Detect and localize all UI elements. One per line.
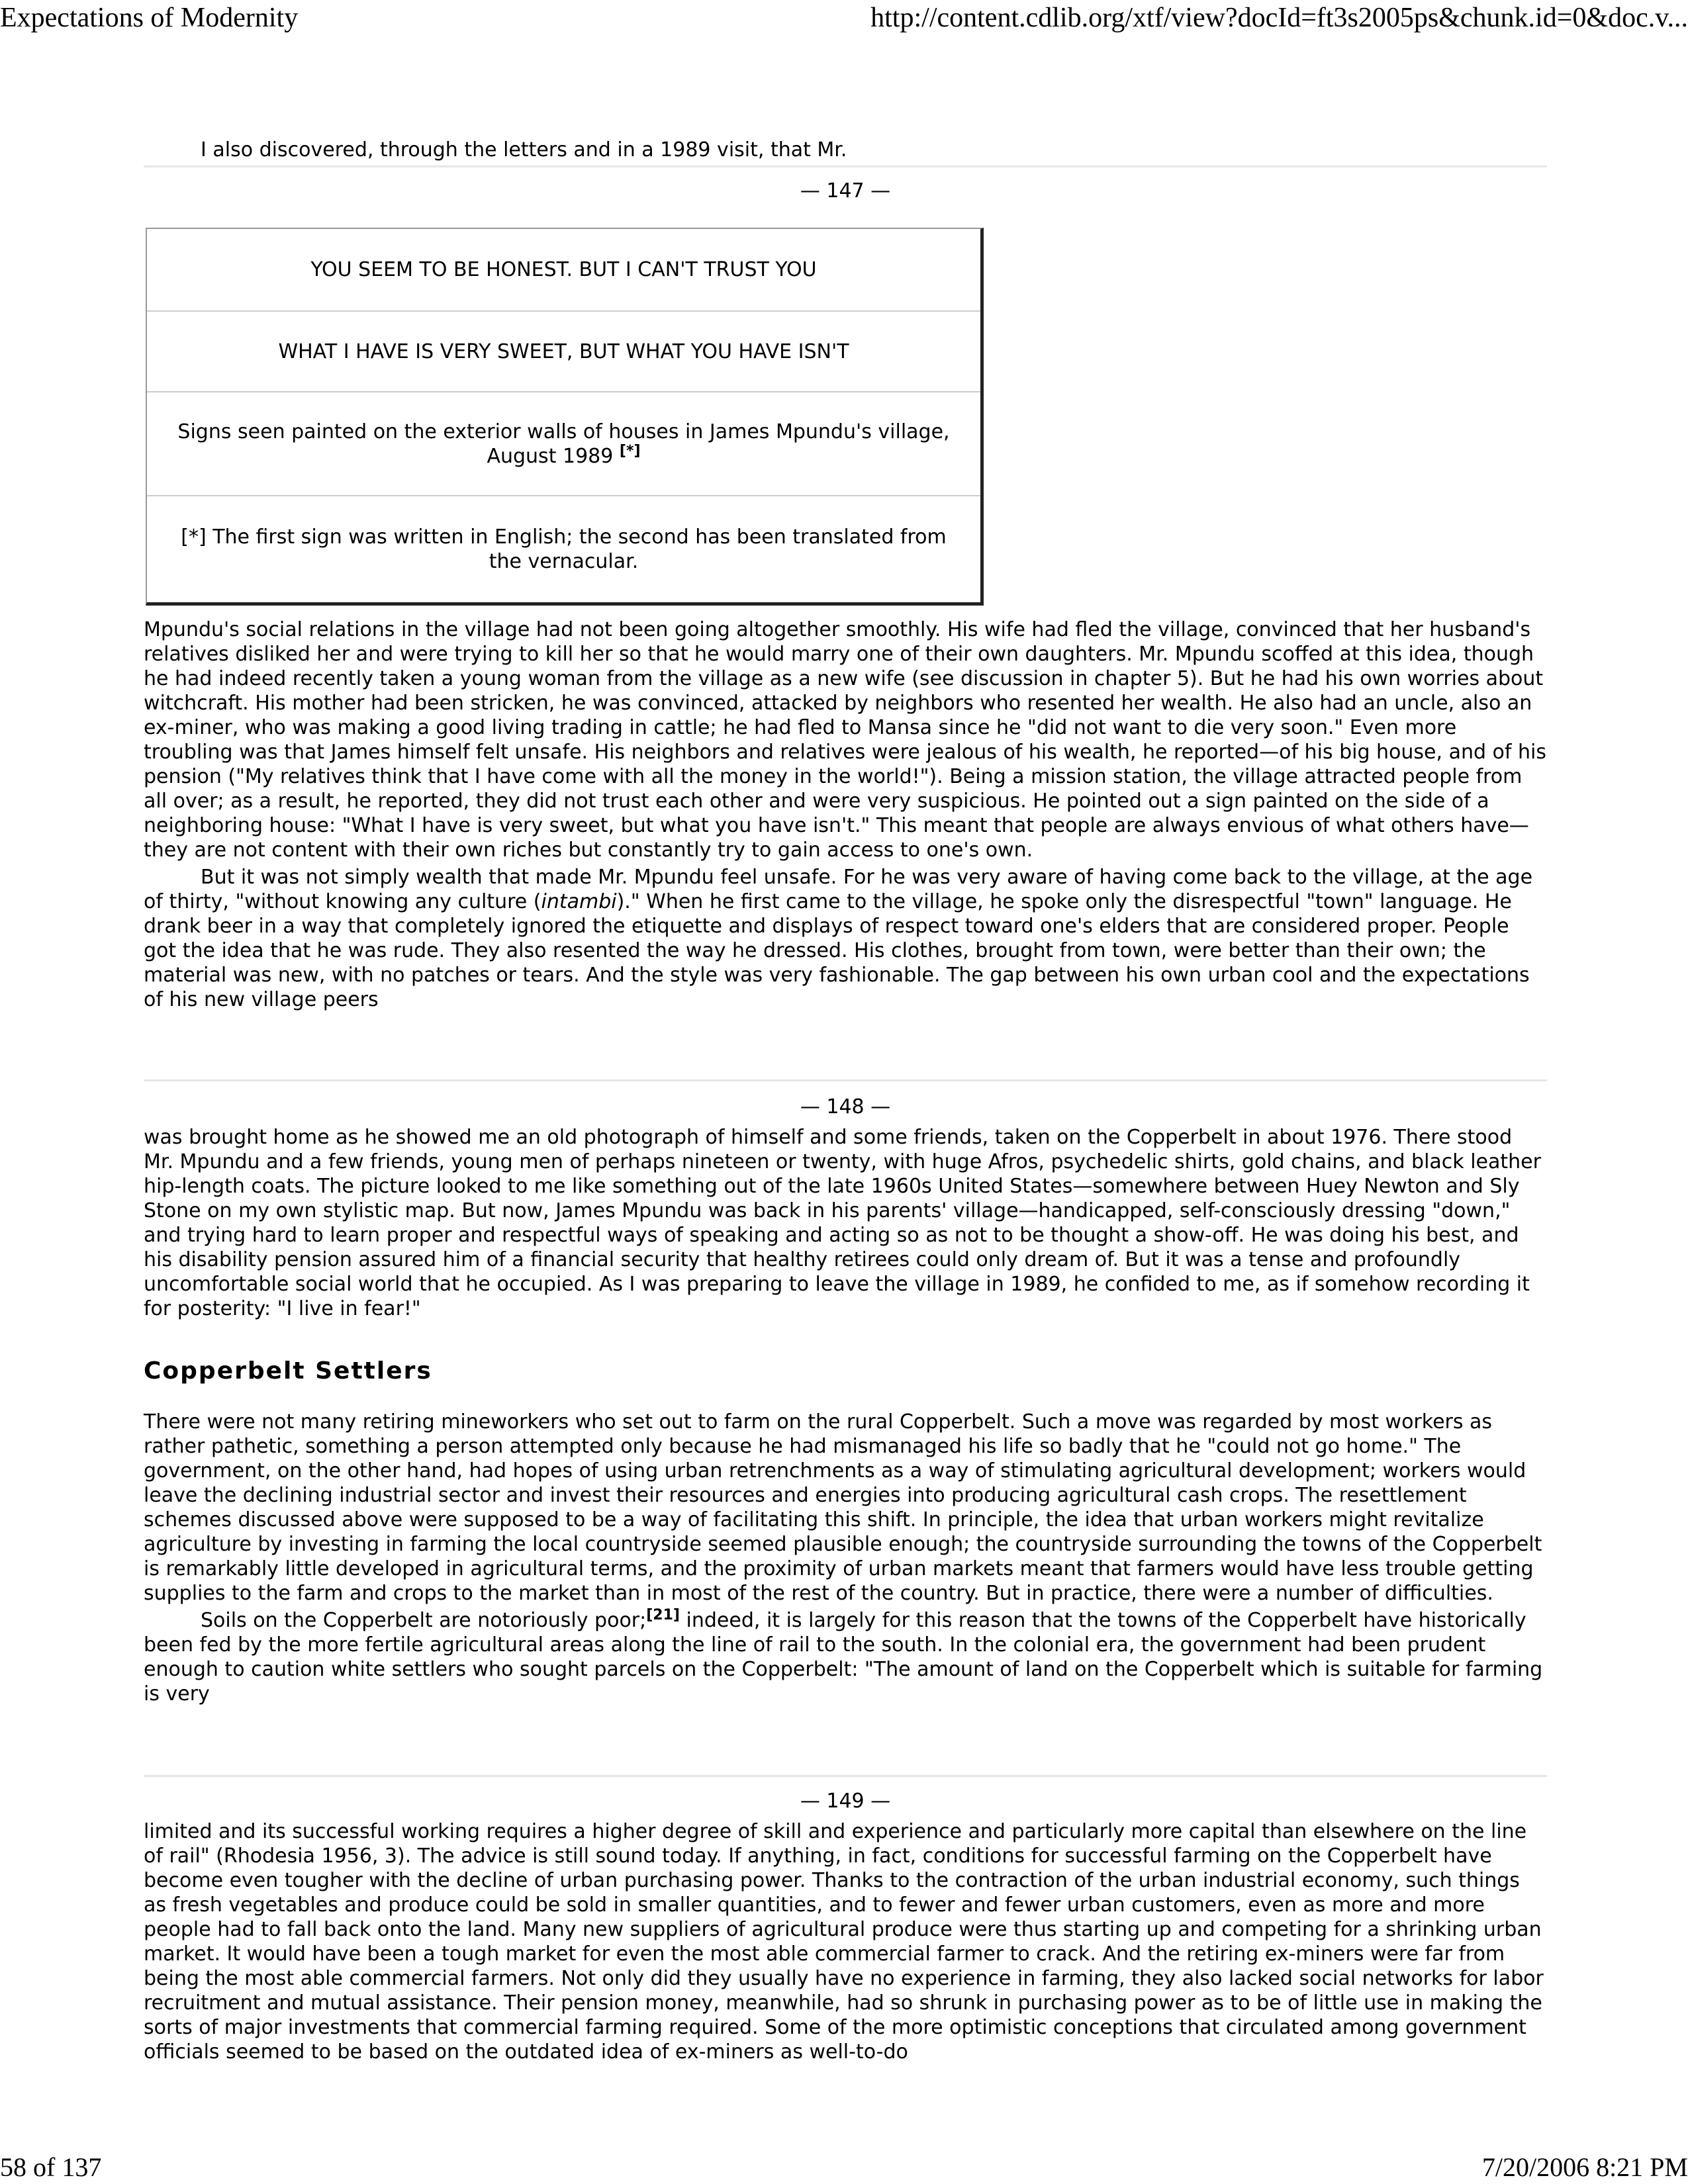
page-divider-147 [144,165,1547,167]
print-datetime: 7/20/2006 8:21 PM [1481,2152,1688,2182]
paragraph: Mpundu's social relations in the village had not been going altogether smoothly. His wife had fled the village, convinced that her husband's relatives disliked her and were trying to kill her so that he would marry one of their own daughters. Mr. Mpundu scoffed at this idea, though he had indeed recently taken a young woman from the village as a new wife (see discussion in chapter 5). But he had his own worries about witchcraft. His mother had been stricken, he was convinced, attacked by neighbors who resented her wealth. He also had an uncle, also an ex-miner, who was making a good living trading in cattle; he had fled to Mansa since he "did not want to die very soon." Even more troubling was that James himself felt unsafe. His neighbors and relatives were jealous of his wealth, he reported—of his big house, and of his pension ("My relatives think that I have come with all the money in the world!"). Being a mission station, the village attracted people from all over; as a result, he reported, they did not trust each other and were very suspicious. He pointed out a sign painted on the side of a neighboring house: "What I have is very sweet, but what you have isn't." This meant that people are always envious of what others have—they are not content with their own riches but constantly try to gain access to one's own. [144,618,1546,862]
page-divider-149 [144,1775,1547,1777]
page-indicator: 58 of 137 [0,2152,102,2182]
browser-print-footer [0,2151,1688,2184]
page-url[interactable]: http://content.cdlib.org/xtf/view?docId=ft3s2005ps&chunk.id=0&doc.v... [870,3,1688,33]
paragraph: limited and its successful working requires a higher degree of skill and experience and particularly more capital than elsewhere on the line of rail" (Rhodesia 1956, 3). The advice is still sound today. If anything, in fact, conditions for successful farming on the Copperbelt have become even tougher with the decline of urban purchasing power. Thanks to the contraction of the urban industrial economy, such things as fresh vegetables and produce could be sold in smaller quantities, and to fewer and fewer urban customers, even as more and more people had to fall back onto the land. Many new suppliers of agricultural produce were thus starting up and competing for a shrinking urban market. It would have been a tough market for even the most able commercial farmer to crack. And the retiring ex-miners were far from being the most able commercial farmers. Not only did they usually have no experience in farming, they also lacked social networks for labor recruitment and mutual assistance. Their pension money, meanwhile, had so shrunk in purchasing power as to be of little use in making the sorts of major investments that commercial farming required. Some of the more optimistic conceptions that circulated among government officials seemed to be based on the outdated idea of ex-miners as well-to-do [144,1820,1544,2064]
paragraph [144,865,1547,1012]
page-number-147: — 147 — [800,179,891,203]
paragraph-text: )." When he first came to the village, he spoke only the disrespectful "town" language. He drank beer in a way that completely ignored the etiquette and displays of respect toward one's elders that are considered proper. People got the idea that he was rude. They also resented the way he dressed. His clothes, brought from town, were better than their own; the material was new, with no patches or tears. And the style was very fashionable. The gap between his own urban cool and the expectations of his new village peers [144,890,1530,1011]
footnote-link[interactable]: [21] [646,1607,680,1623]
sign-footnote: [*] The first sign was written in English; the second has been translated from the vernacular. [181,525,947,573]
browser-print-header [0,1,1688,34]
paragraph: There were not many retiring mineworkers who set out to farm on the rural Copperbelt. Such a move was regarded by most workers as rather pathetic, something a person attempted only because he had mismanaged his life so badly that he "could not go home." The government, on the other hand, had hopes of using urban retrenchments as a way of stimulating agricultural development; workers would leave the declining industrial sector and invest their resources and energies into producing agricultural cash crops. The resettlement schemes discussed above were supposed to be a way of facilitating this shift. In principle, the idea that urban workers might revitalize agriculture by investing in farming the local countryside seemed plausible enough; the countryside surrounding the towns of the Copperbelt is remarkably little developed in agricultural terms, and the proximity of urban markets meant that farmers would have less trouble getting supplies to the farm and crops to the market than in most of the rest of the country. But in practice, there were a number of difficulties. [144,1410,1542,1605]
paragraph-block-149 [144,1819,1547,2064]
paragraph: was brought home as he showed me an old photograph of himself and some friends, taken on the Copperbelt in about 1976. There stood Mr. Mpundu and a few friends, young men of perhaps nineteen or twenty, with huge Afros, psychedelic shirts, gold chains, and black leather hip-length coats. The picture looked to me like something out of the late 1960s United States—somewhere between Huey Newton and Sly Stone on my own stylistic map. But now, James Mpundu was back in his parents' village—handicapped, self-consciously dressing "down," and trying hard to learn proper and respectful ways of speaking and acting so as not to be thought a show-off. He was doing his best, and his disability pension assured him of a financial security that healthy retirees could only dream of. But it was a tense and profoundly uncomfortable social world that he occupied. As I was preparing to leave the village in 1989, he confided to me, as if somehow recording it for posterity: "I live in fear!" [144,1126,1541,1320]
page-divider-148 [144,1079,1547,1081]
sign-one: YOU SEEM TO BE HONEST. BUT I CAN'T TRUST YOU [310,258,817,281]
paragraph-block-settlers [144,1410,1547,1706]
paragraph-text: Soils on the Copperbelt are notoriously poor; [201,1609,647,1632]
sign-caption [147,392,980,495]
intro-line: I also discovered, through the letters and in a 1989 visit, that Mr. [201,138,847,161]
paragraph [144,1608,1547,1706]
sign-two: WHAT I HAVE IS VERY SWEET, BUT WHAT YOU HAVE ISN'T [278,340,849,363]
paragraph-text: indeed, it is largely for this reason that the towns of the Copperbelt have historically been fed by the more fertile agricultural areas along the line of rail to the south. In the colonial era, the government had been prudent enough to caution white settlers who sought parcels on the Copperbelt: "The amount of land on the Copperbelt which is suitable for farming is very [144,1609,1543,1706]
caption-note-marker[interactable]: [*] [619,442,641,459]
caption-text: Signs seen painted on the exterior walls of houses in James Mpundu's village, August 1989 [177,420,950,468]
paragraph-block-148 [144,1125,1547,1321]
paragraph-block-147 [144,617,1547,1012]
epigraph-box [146,228,984,606]
page-number-149: — 149 — [800,1790,891,1813]
paragraph-text: But it was not simply wealth that made Mr. Mpundu feel unsafe. For he was very aware of having come back to the village, at the age of thirty, "without knowing any culture ( [144,866,1533,913]
page-number-148: — 148 — [800,1095,891,1118]
section-heading: Copperbelt Settlers [144,1357,432,1385]
document-title: Expectations of Modernity [0,3,299,33]
italic-term: intambi [541,890,617,913]
